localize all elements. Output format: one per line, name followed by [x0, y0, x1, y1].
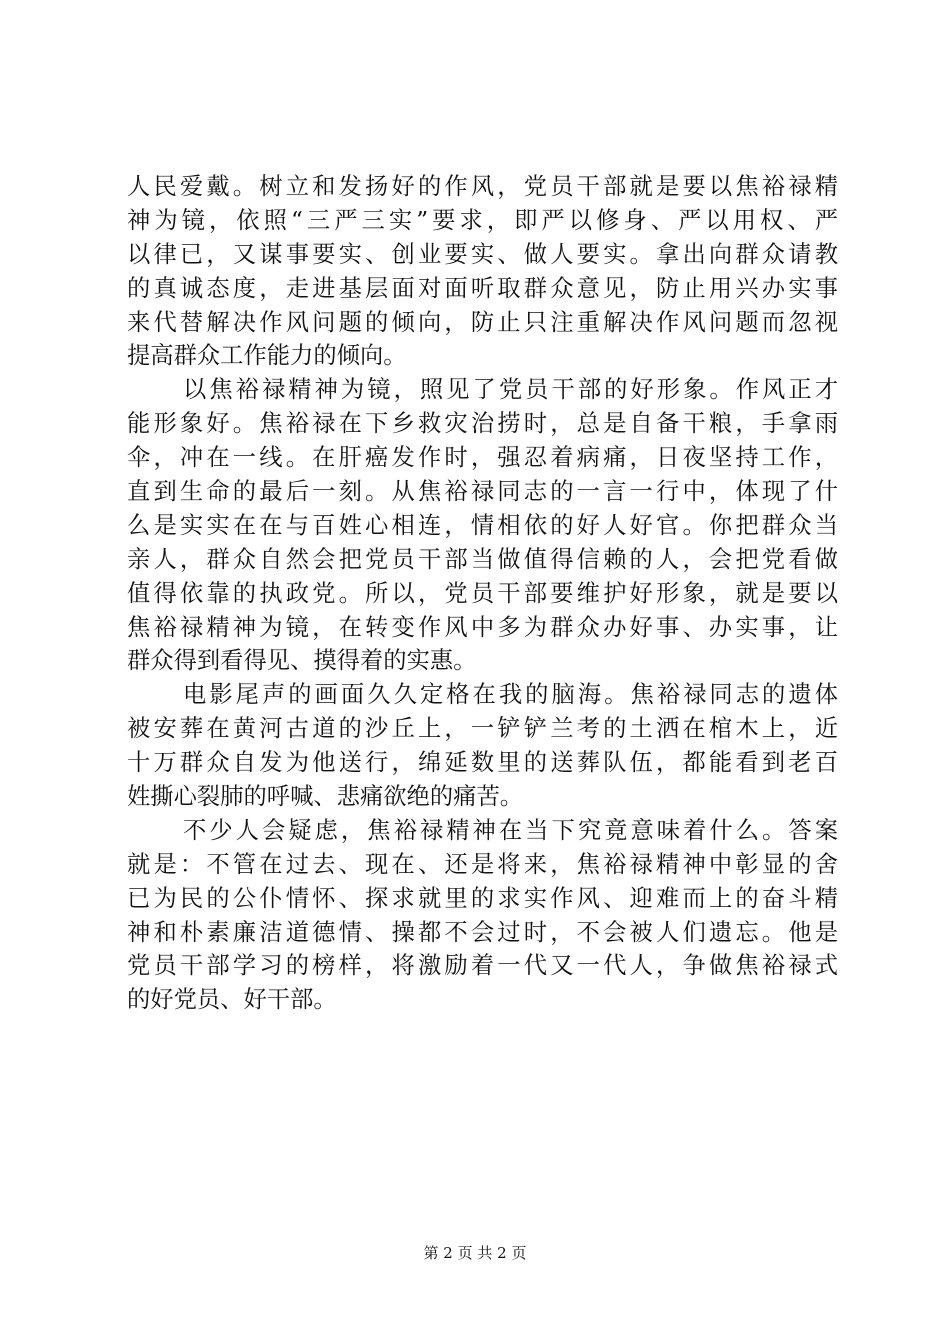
text-line: 群众得到看得见、摸得着的实惠。	[127, 647, 477, 675]
text-line: 来代替解决作风问题的倾向，防止只注重解决作风问题而忽视	[127, 308, 838, 336]
text-line: 神为镜，依照“三严三实”要求，即严以修身、严以用权、严	[127, 206, 838, 234]
text-line: 值得依靠的执政党。所以，党员干部要维护好形象，就是要以	[127, 579, 838, 607]
text-line: 的好党员、好干部。	[127, 986, 337, 1014]
text-line: 神和朴素廉洁道德情、操都不会过时，不会被人们遗忘。他是	[127, 918, 838, 946]
paragraph	[127, 170, 838, 373]
text-line: 被安葬在黄河古道的沙丘上，一铲铲兰考的土洒在棺木上，近	[127, 715, 838, 743]
text-line: 直到生命的最后一刻。从焦裕禄同志的一言一行中，体现了什	[127, 478, 838, 506]
text-line: 亲人，群众自然会把党员干部当做值得信赖的人，会把党看做	[127, 545, 838, 573]
document-body	[127, 170, 838, 1017]
page-footer: 第 2 页 共 2 页	[423, 1244, 527, 1262]
text-line: 能形象好。焦裕禄在下乡救灾治捞时，总是自备干粮，手拿雨	[127, 410, 838, 438]
text-line: 人民爱戴。树立和发扬好的作风，党员干部就是要以焦裕禄精	[127, 173, 838, 200]
text-line: 以焦裕禄精神为镜，照见了党员干部的好形象。作风正才	[183, 376, 838, 404]
text-line: 姓撕心裂肺的呼喊、悲痛欲绝的痛苦。	[127, 783, 524, 811]
text-line: 以律已，又谋事要实、创业要实、做人要实。拿出向群众请教	[127, 240, 838, 268]
paragraph	[127, 814, 838, 1017]
text-line: 就是：不管在过去、现在、还是将来，焦裕禄精神中彰显的舍	[127, 850, 838, 878]
text-line: 已为民的公仆情怀、探求就里的求实作风、迎难而上的奋斗精	[127, 884, 838, 912]
text-line: 么是实实在在与百姓心相连，情相依的好人好官。你把群众当	[127, 511, 838, 539]
text-line: 不少人会疑虑，焦裕禄精神在当下究竟意味着什么。答案	[183, 816, 838, 844]
paragraph	[127, 678, 838, 814]
text-line: 提高群众工作能力的倾向。	[127, 342, 407, 370]
text-line: 党员干部学习的榜样，将激励着一代又一代人，争做焦裕禄式	[127, 952, 838, 980]
text-line: 的真诚态度，走进基层面对面听取群众意见，防止用兴办实事	[127, 274, 838, 302]
paragraph	[127, 373, 838, 678]
text-line: 伞，冲在一线。在肝癌发作时，强忍着病痛，日夜坚持工作，	[127, 444, 838, 472]
text-line: 十万群众自发为他送行，绵延数里的送葬队伍，都能看到老百	[127, 749, 838, 777]
text-line: 电影尾声的画面久久定格在我的脑海。焦裕禄同志的遗体	[183, 681, 838, 709]
text-line: 焦裕禄精神为镜，在转变作风中多为群众办好事、办实事，让	[127, 613, 838, 641]
